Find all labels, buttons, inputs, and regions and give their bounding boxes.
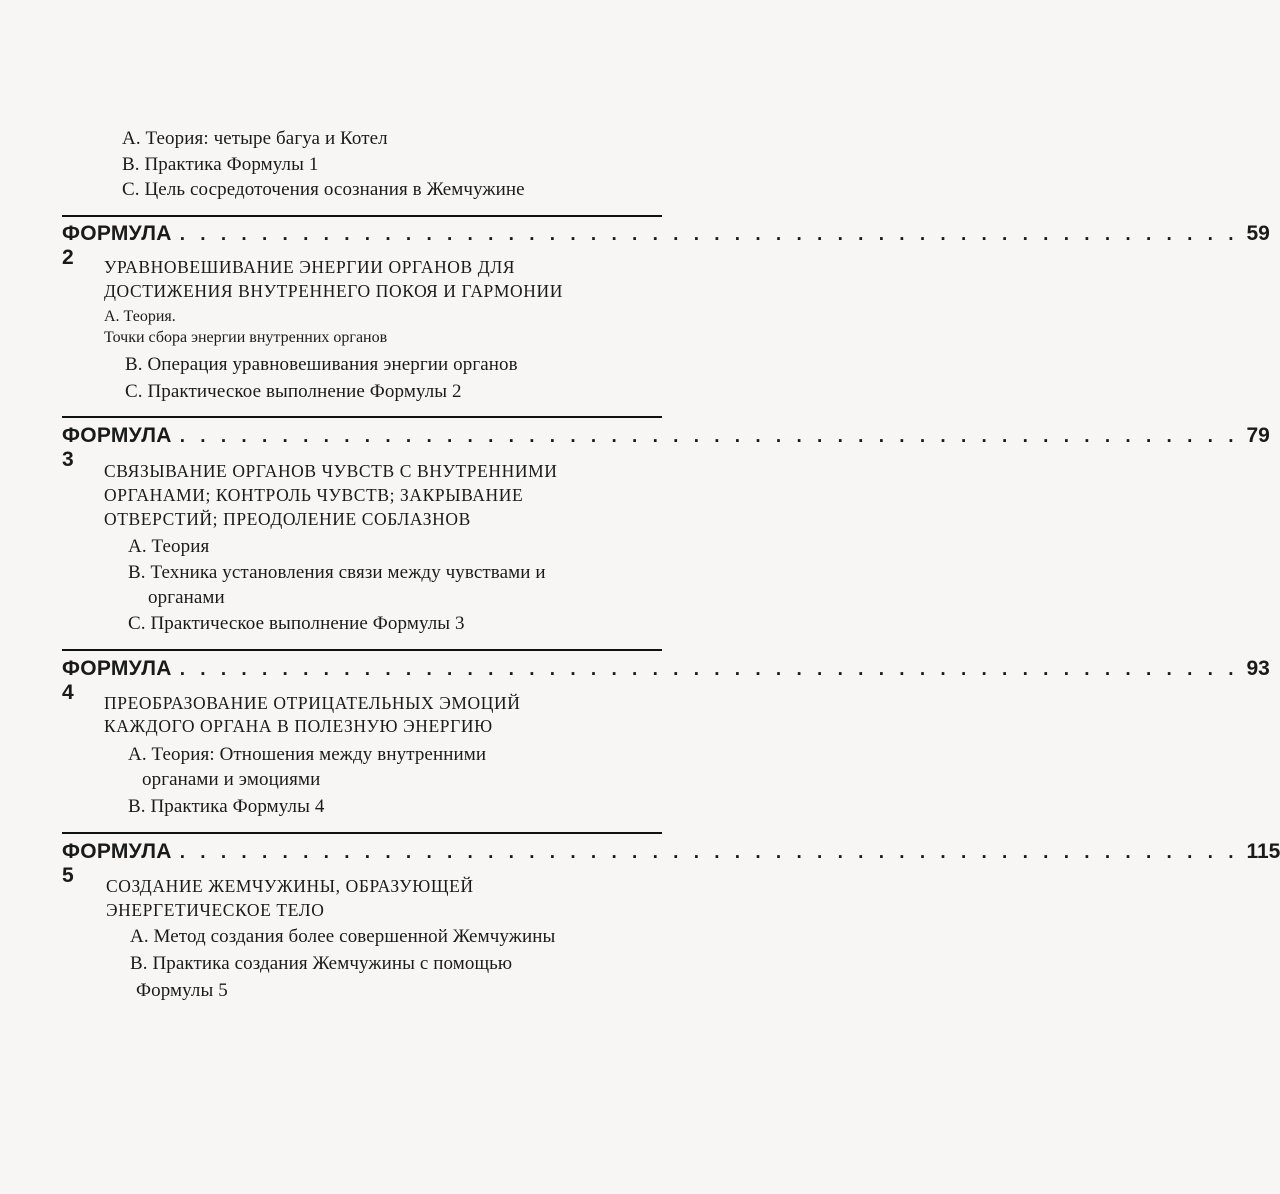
section-subtitle: ОРГАНАМИ; КОНТРОЛЬ ЧУВСТВ; ЗАКРЫВАНИЕ (104, 485, 524, 505)
dot-leader: . . . . . . . . . . . . . . . . . . . . . . . . . . . . . . . . . . . . . . . . . . . . . . . . . . . . (179, 426, 1239, 447)
section-subtitle: ЭНЕРГЕТИЧЕСКОЕ ТЕЛО (106, 900, 325, 920)
heading-title: ФОРМУЛА 2 (62, 222, 172, 269)
toc-item[interactable]: С. Практическое выполнение Формулы 3 (128, 613, 465, 634)
section-subtitle: КАЖДОГО ОРГАНА В ПОЛЕЗНУЮ ЭНЕРГИЮ (104, 716, 493, 736)
section-divider (62, 416, 662, 418)
section-subtitle: ОТВЕРСТИЙ; ПРЕОДОЛЕНИЕ СОБЛАЗНОВ (104, 509, 471, 529)
page-number: 79 (1246, 424, 1270, 447)
toc-item[interactable]: Точки сбора энергии внутренних органов (104, 329, 388, 346)
section-divider (62, 649, 662, 651)
toc-item[interactable]: органами (148, 587, 225, 608)
section-divider (62, 215, 662, 217)
dot-leader: . . . . . . . . . . . . . . . . . . . . . . . . . . . . . . . . . . . . . . . . . . . . . . . . . . . . (179, 842, 1239, 863)
toc-item[interactable]: С. Практическое выполнение Формулы 2 (125, 381, 462, 402)
toc-item[interactable]: А. Теория. (104, 308, 176, 325)
toc-item[interactable]: А. Теория: Отношения между внутренними (128, 744, 487, 765)
toc-item[interactable]: органами и эмоциями (142, 769, 321, 790)
toc-item[interactable]: Формулы 5 (136, 980, 228, 1001)
page-number: 93 (1246, 657, 1270, 680)
section-subtitle: СОЗДАНИЕ ЖЕМЧУЖИНЫ, ОБРАЗУЮЩЕЙ (106, 876, 474, 896)
page-number: 59 (1246, 222, 1270, 245)
toc-item[interactable]: А. Метод создания более совершенной Жемчужины (130, 926, 556, 947)
toc-item[interactable]: В. Операция уравновешивания энергии органов (125, 354, 518, 375)
heading-title: ФОРМУЛА 4 (62, 657, 172, 704)
toc-item[interactable]: В. Техника установления связи между чувствами и (128, 562, 546, 583)
toc-item[interactable]: В. Практика Формулы 4 (128, 796, 325, 817)
heading-title: ФОРМУЛА 5 (62, 840, 172, 887)
section-subtitle: УРАВНОВЕШИВАНИЕ ЭНЕРГИИ ОРГАНОВ ДЛЯ (104, 257, 516, 277)
toc-item[interactable]: В. Практика Формулы 1 (122, 154, 319, 175)
dot-leader: . . . . . . . . . . . . . . . . . . . . . . . . . . . . . . . . . . . . . . . . . . . . . . . . . . . . (179, 659, 1239, 680)
page-number: 115 (1246, 840, 1280, 863)
dot-leader: . . . . . . . . . . . . . . . . . . . . . . . . . . . . . . . . . . . . . . . . . . . . . . . . . . . . (179, 224, 1239, 245)
toc-item[interactable]: А. Теория: четыре багуа и Котел (122, 128, 388, 149)
section-divider (62, 832, 662, 834)
section-subtitle: ПРЕОБРАЗОВАНИЕ ОТРИЦАТЕЛЬНЫХ ЭМОЦИЙ (104, 693, 521, 713)
toc-item[interactable]: С. Цель сосредоточения осознания в Жемчужине (122, 179, 525, 200)
section-subtitle: СВЯЗЫВАНИЕ ОРГАНОВ ЧУВСТВ С ВНУТРЕННИМИ (104, 461, 558, 481)
show-through-texture (470, 125, 474, 142)
heading-title: ФОРМУЛА 3 (62, 424, 172, 471)
toc-item[interactable]: А. Теория (128, 536, 210, 557)
toc-item[interactable]: В. Практика создания Жемчужины с помощью (130, 953, 513, 974)
section-subtitle: ДОСТИЖЕНИЯ ВНУТРЕННЕГО ПОКОЯ И ГАРМОНИИ (104, 281, 564, 301)
